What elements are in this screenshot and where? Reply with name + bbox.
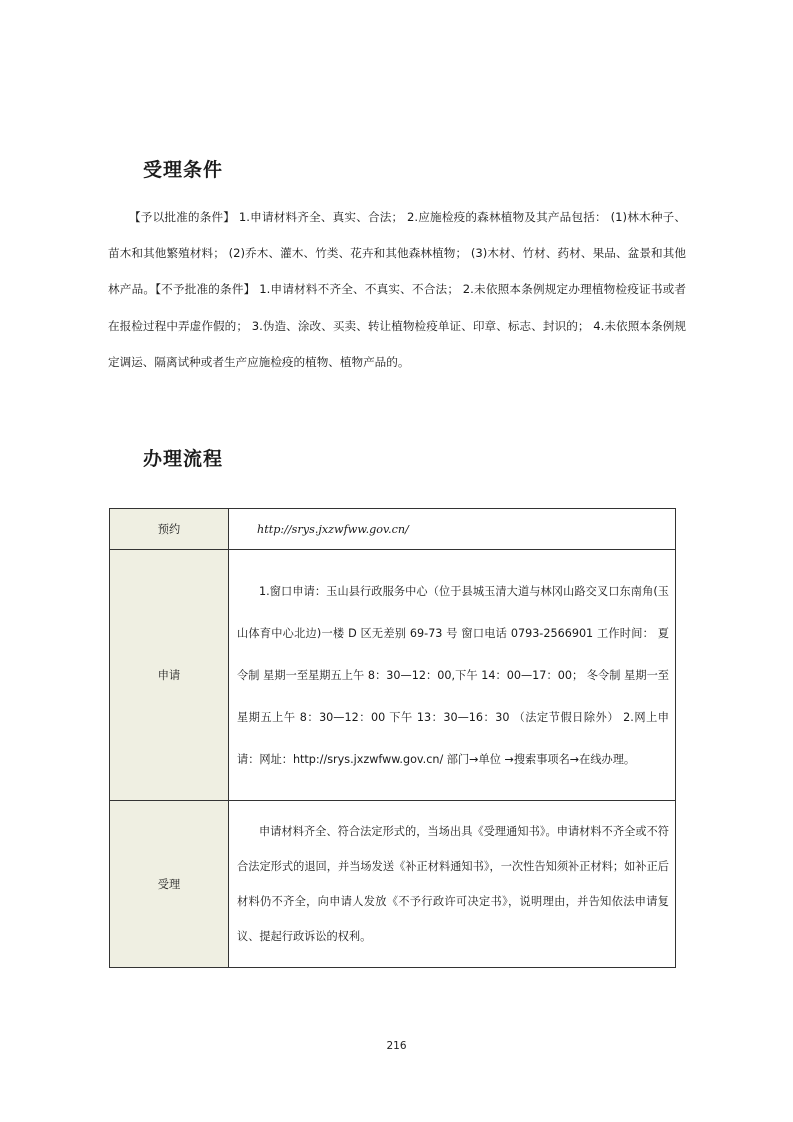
process-content-apply xyxy=(229,550,676,801)
conditions-paragraph: 【予以批准的条件】 1.申请材料齐全、真实、合法； 2.应施检疫的森林植物及其产品包括： (1)林木种子、苗木和其他繁殖材料； (2)乔木、灌木、竹类、花卉和其他森林植物； (3)木材、竹材、药材、果品、盆景和其他林产品。【不予批准的条件】 1.申请材料不齐全、不真实、不合法； 2.未依照本条例规定办理植物检疫证书或者在报检过程中弄虚作假的； 3.伪造、涂改、买卖、转让植物检疫单证、印章、标志、封识的； 4.未依照本条例规定调运、隔离试种或者生产应施检疫的植物、植物产品的。 xyxy=(108,210,686,369)
process-row-apply xyxy=(110,550,676,801)
process-row-accept xyxy=(110,801,676,968)
process-row-reserve xyxy=(110,509,676,550)
process-content-reserve xyxy=(229,509,676,550)
apply-text: 1.窗口申请：玉山县行政服务中心（位于县城玉清大道与林冈山路交叉口东南角(玉山体育中心北边)一楼 D 区无差别 69-73 号 窗口电话 0793-2566901 工作时间： 夏令制 星期一至星期五上午 8：30—12：00,下午 14：00—17：00； 冬令制 星期一至星期五上午 8：30—12：00 下午 13：30—16：30 （法定节假日除外） 2.网上申请：网址：http://srys.jxzwfww.gov.cn/ 部门→单位 →搜索事项名→在线办理。 xyxy=(237,585,669,766)
reservation-url-link[interactable]: http://srys.jxzwfww.gov.cn/ xyxy=(257,522,409,536)
process-label-apply: 申请 xyxy=(110,550,229,801)
page-number: 216 xyxy=(386,1040,407,1052)
accept-text: 申请材料齐全、符合法定形式的，当场出具《受理通知书》。申请材料不齐全或不符合法定形式的退回，并当场发送《补正材料通知书》，一次性告知须补正材料；如补正后材料仍不齐全，向申请人发放《不予行政许可决定书》，说明理由，并告知依法申请复议、提起行政诉讼的权利。 xyxy=(237,825,669,943)
process-label-reserve: 预约 xyxy=(110,509,229,550)
section-title-conditions: 受理条件 xyxy=(143,159,224,181)
process-table xyxy=(109,508,676,968)
process-content-accept xyxy=(229,801,676,968)
process-label-accept: 受理 xyxy=(110,801,229,968)
section-title-process: 办理流程 xyxy=(143,448,224,470)
